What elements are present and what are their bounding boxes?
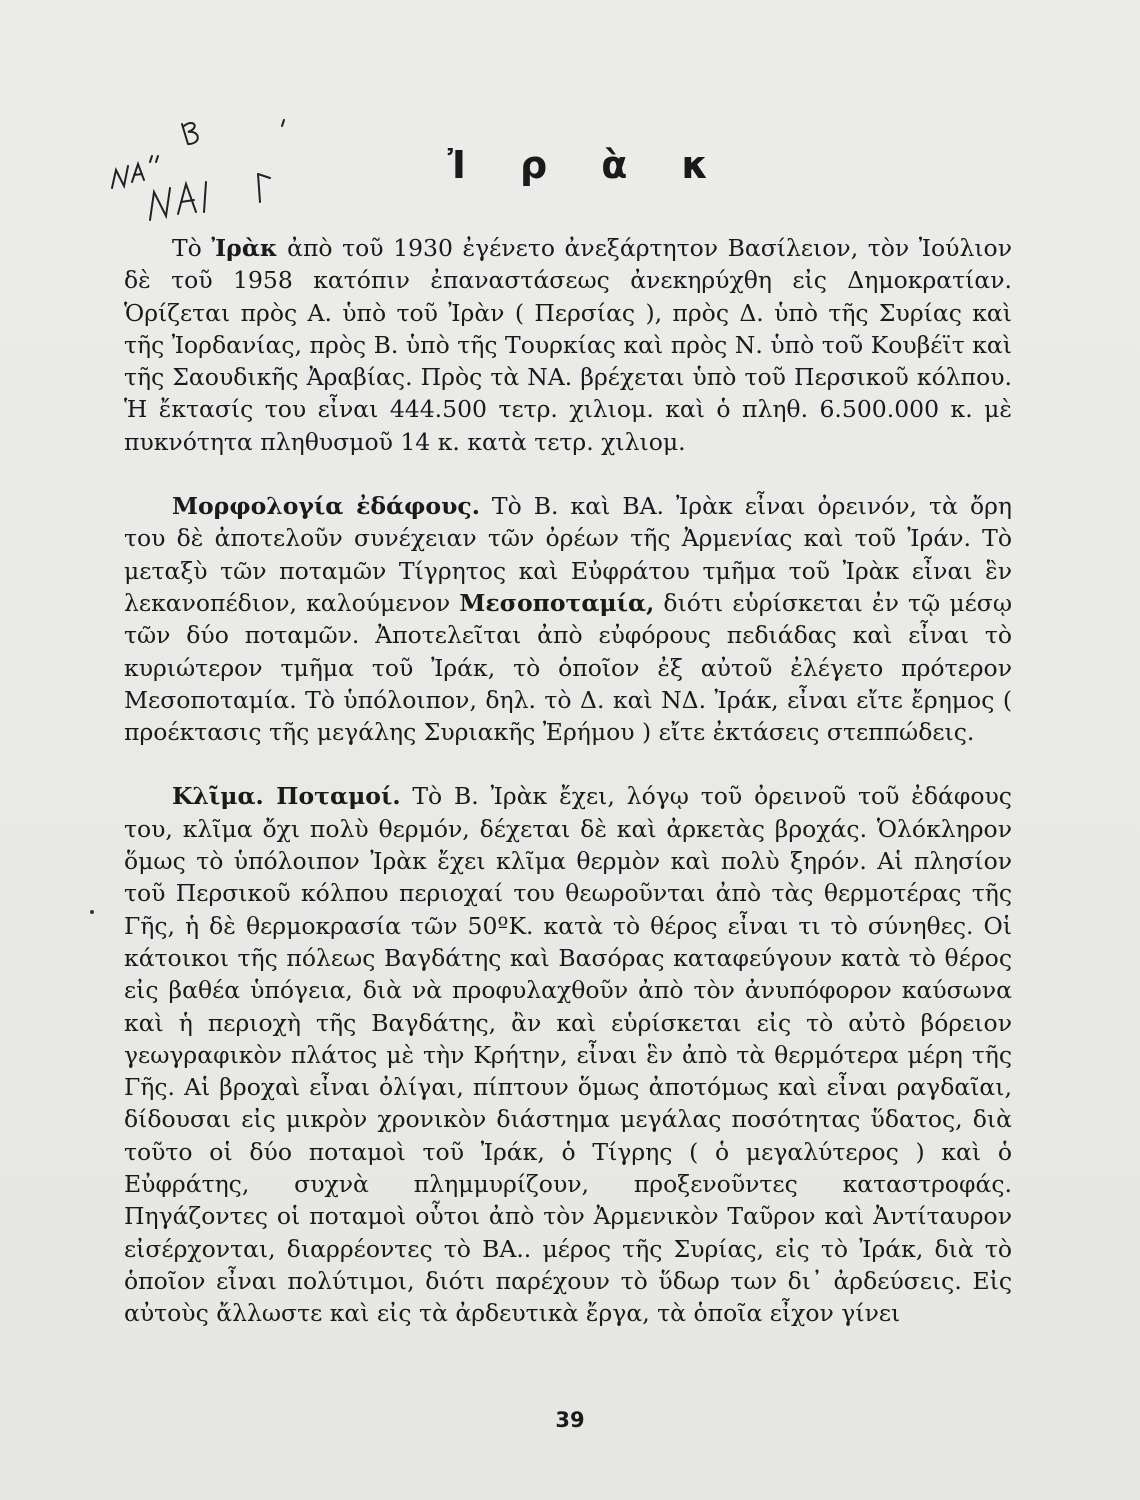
text-run: Τὸ (172, 234, 212, 262)
margin-mark (90, 910, 94, 914)
text-run-bold: Ἰρὰκ (211, 234, 278, 262)
paragraph-morphology (124, 490, 1012, 748)
body-text (124, 232, 1012, 1330)
section-heading: Μορφολογία ἐδάφους. (172, 492, 480, 521)
text-run-bold: Μεσοποταμία, (459, 588, 655, 617)
paragraph-climate (124, 780, 1012, 1329)
page-number: 39 (555, 1408, 585, 1432)
text-run: Τὸ Β. Ἰρὰκ ἔχει, λόγῳ τοῦ ὀρεινοῦ τοῦ ἐδάφους του, κλῖμα ὄχι πολὺ θερμόν, δέχεται δὲ καὶ ἀρκετὰς βροχάς. Ὁλόκληρον ὅμως τὸ ὑπόλοιπον Ἰρὰκ ἔχει κλῖμα θερμὸν καὶ πολὺ ξηρόν. Αἱ πλησίον τοῦ Περσικοῦ κόλπου περιοχαί του θεωροῦνται ἀπὸ τὰς θερμοτέρας τῆς Γῆς, ἡ δὲ θερμοκρασία τῶν 50ºΚ. κατὰ τὸ θέρος εἶναι τι τὸ σύνηθες. Οἱ κάτοικοι τῆς πόλεως Βαγδάτης καὶ Βασόρας καταφεύγουν κατὰ τὸ θέρος εἰς βαθέα ὑπόγεια, διὰ νὰ προφυλαχθοῦν ἀπὸ τὸν ἀνυπόφορον καύσωνα καὶ ἡ περιοχὴ τῆς Βαγδάτης, ἂν καὶ εὑρίσκεται εἰς τὸ αὐτὸ βόρειον γεωγραφικὸν πλάτος μὲ τὴν Κρήτην, εἶναι ἓν ἀπὸ τὰ θερμότερα μέρη τῆς Γῆς. Αἱ βροχαὶ εἶναι ὀλίγαι, πίπτουν ὅμως ἀποτόμως καὶ εἶναι ραγδαῖαι, δίδουσαι εἰς μικρὸν χρονικὸν διάστημα μεγάλας ποσότητας ὕδατος, διὰ τοῦτο οἱ δύο ποταμοὶ τοῦ Ἰράκ, ὁ Τίγρης ( ὁ μεγαλύτερος ) καὶ ὁ Εὐφράτης, συχνὰ πλημμυρίζουν, προξενοῦντες καταστροφάς. Πηγάζοντες οἱ ποταμοὶ οὗτοι ἀπὸ τὸν Ἀρμενικὸν Ταῦρον καὶ Ἀντίταυρον εἰσέρχονται, διαρρέοντες τὸ ΒΑ.. μέρος τῆς Συρίας, εἰς τὸ Ἰράκ, διὰ τὸ ὁποῖον εἶναι πολύτιμοι, διότι παρέχουν τὸ ὕδωρ των δι᾿ ἀρδεύσεις. Εἰς αὐτοὺς ἄλλωστε καὶ εἰς τὰ ἀρδευτικὰ ἔργα, τὰ ὁποῖα εἶχον γίνει (124, 782, 1012, 1328)
paragraph-intro (124, 232, 1012, 458)
text-run: ἀπὸ τοῦ 1930 ἐγένετο ἀνεξάρτητον Βασίλειον, τὸν Ἰούλιον δὲ τοῦ 1958 κατόπιν ἐπαναστάσεως ἀνεκηρύχθη εἰς Δημοκρατίαν. Ὁρίζεται πρὸς Α. ὑπὸ τοῦ Ἰρὰν ( Περσίας ), πρὸς Δ. ὑπὸ τῆς Συρίας καὶ τῆς Ἰορδανίας, πρὸς Β. ὑπὸ τῆς Τουρκίας καὶ πρὸς Ν. ὑπὸ τοῦ Κουβέϊτ καὶ τῆς Σαουδικῆς Ἀραβίας. Πρὸς τὰ ΝΑ. βρέχεται ὑπὸ τοῦ Περσικοῦ κόλπου. Ἡ ἔκτασίς του εἶναι 444.500 τετρ. χιλιομ. καὶ ὁ πληθ. 6.500.000 κ. μὲ πυκνότητα πληθυσμοῦ 14 κ. κατὰ τετρ. χιλιομ. (124, 234, 1012, 456)
section-heading: Κλῖμα. Ποταμοί. (172, 782, 401, 811)
page-title: Ἰρὰκ (447, 143, 763, 187)
text-run: διότι εὑρίσκεται ἐν τῷ μέσῳ τῶν δύο ποταμῶν. Ἀποτελεῖται ἀπὸ εὐφόρους πεδιάδας καὶ εἶναι τὸ κυριώτερον τμῆμα τοῦ Ἰράκ, τὸ ὁποῖον ἐξ αὐτοῦ ἐλέγετο πρότερον Μεσοποταμία. Τὸ ὑπόλοιπον, δηλ. τὸ Δ. καὶ ΝΔ. Ἰράκ, εἶναι εἴτε ἔρημος ( προέκτασις τῆς μεγάλης Συριακῆς Ἐρήμου ) εἴτε ἐκτάσεις στεππώδεις. (124, 588, 1013, 747)
text-run: Τὸ Β. καὶ ΒΑ. Ἰρὰκ εἶναι ὀρεινόν, τὰ ὄρη του δὲ ἀποτελοῦν συνέχειαν τῶν ὀρέων τῆς Ἀρμενίας καὶ τοῦ Ἰράν. Τὸ μεταξὺ τῶν ποταμῶν Τίγρητος καὶ Εὐφράτου τμῆμα τοῦ Ἰρὰκ εἶναι ἓν λεκανοπέδιον, καλούμενον (124, 492, 1012, 617)
